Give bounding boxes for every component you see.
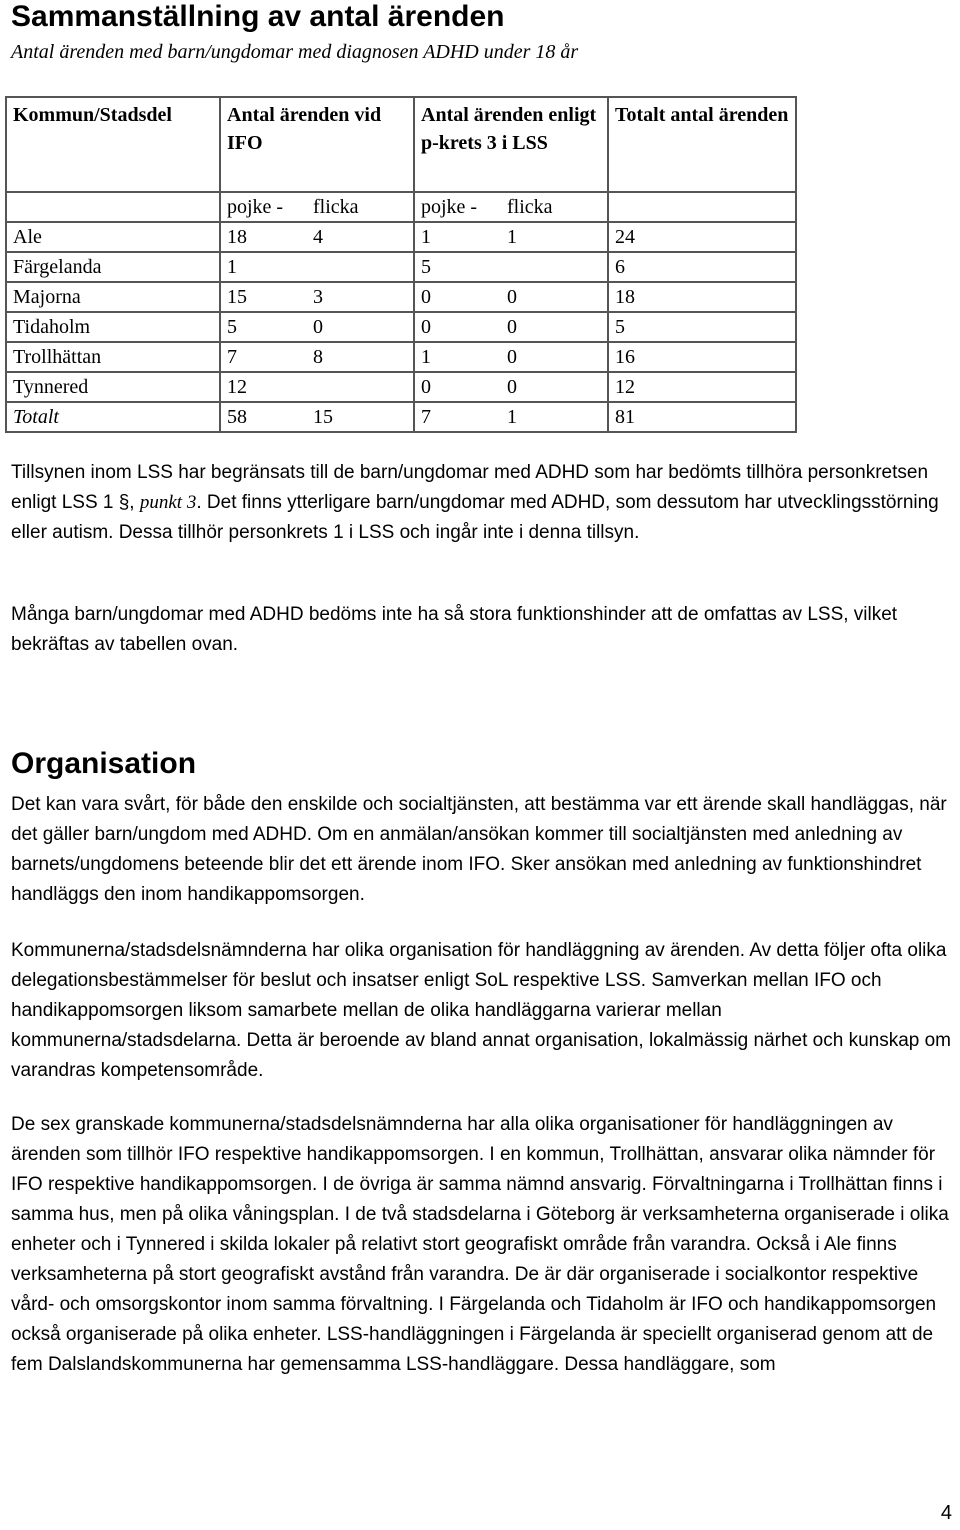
cell-lss-boy: 0 — [421, 376, 431, 398]
cell-lss-girl: 1 — [507, 406, 517, 428]
table-row — [6, 372, 796, 402]
paragraph-scope-b: punkt 3 — [139, 492, 197, 513]
header-municipality: Kommun/Stadsdel — [6, 97, 220, 192]
table-subheader-row — [6, 192, 796, 222]
cell-lss-boy: 1 — [421, 346, 431, 368]
cell-ifo-girl: 0 — [313, 316, 323, 338]
subheader-girl: flicka — [313, 196, 359, 218]
subheader-ifo — [220, 192, 414, 222]
cell-total: 81 — [608, 402, 796, 432]
cell-lss-girl: 0 — [507, 346, 517, 368]
cell-total: 5 — [608, 312, 796, 342]
section-heading-organisation: Organisation — [11, 747, 197, 780]
table-caption: Antal ärenden med barn/ungdomar med diagnosen ADHD under 18 år — [11, 41, 579, 63]
cell-lss-girl: 1 — [507, 226, 517, 248]
page-number: 4 — [940, 1502, 952, 1524]
cell-ifo — [220, 402, 414, 432]
cell-ifo-girl: 8 — [313, 346, 323, 368]
cell-lss — [414, 372, 608, 402]
paragraph-organisation-3: De sex granskade kommunerna/stadsdelsnämnderna har alla olika organisationer för handläggningen av ärenden som tillhör IFO respektive handikappomsorgen. I en kommun, Trollhättan, ansvarar olika nämnder för IFO respektive handikappomsorgen. I de övriga är samma nämnd ansvarig. Förvaltningarna i Trollhättan finns i samma hus, men på olika våningsplan. I de två stadsdelarna i Göteborg är verksamheterna organiserade i olika enheter och i Tynnered i skilda lokaler på relativt stort geografiskt område från varandra. Också i Ale finns verksamheterna på stort geografiskt avstånd från varandra. De är där organiserade i socialkontor respektive vård- och omsorgskontor inom samma förvaltning. I Färgelanda och Tidaholm är IFO och handikappomsorgen också organiserade på olika enheter. LSS-handläggningen i Färgelanda är speciellt organiserad genom att de fem Dalslandskommunerna har gemensamma LSS-handläggare. Dessa handläggare, som — [11, 1114, 949, 1375]
cell-lss-boy: 0 — [421, 286, 431, 308]
cell-ifo — [220, 222, 414, 252]
cell-total: 6 — [608, 252, 796, 282]
paragraph-scope-a: Tillsynen inom LSS har begränsats till de barn/ungdomar med ADHD som har bedömts tillhöra personkretsen enligt LSS 1 §, — [11, 462, 929, 513]
cell-lss-boy: 7 — [421, 406, 431, 428]
cell-ifo-boy: 58 — [227, 406, 247, 428]
cell-ifo — [220, 252, 414, 282]
cell-lss — [414, 402, 608, 432]
cell-lss — [414, 252, 608, 282]
table-row — [6, 342, 796, 372]
cell-ifo-boy: 7 — [227, 346, 237, 368]
table-header-row — [6, 97, 796, 192]
cell-lss-girl: 0 — [507, 316, 517, 338]
page-heading: Sammanställning av antal ärenden — [11, 0, 505, 33]
paragraph-organisation-1: Det kan vara svårt, för både den enskilde och socialtjänsten, att bestämma var ett ärende skall handläggas, när det gäller barn/ungdom med ADHD. Om en anmälan/ansökan kommer till socialtjänsten med anledning av barnets/ungdomens beteende blir det ett ärende inom IFO. Sker ansökan med anledning av funktionshindret handläggs den inom handikappomsorgen. — [11, 794, 947, 905]
cell-ifo-boy: 5 — [227, 316, 237, 338]
table-row — [6, 222, 796, 252]
cell-lss — [414, 282, 608, 312]
cell-ifo — [220, 372, 414, 402]
cell-total: 18 — [608, 282, 796, 312]
cell-ifo-girl — [313, 253, 373, 281]
cell-lss — [414, 342, 608, 372]
cell-name: Färgelanda — [6, 252, 220, 282]
cell-ifo-girl — [313, 373, 373, 401]
subheader-lss — [414, 192, 608, 222]
subheader-empty — [608, 192, 796, 222]
subheader-empty — [6, 192, 220, 222]
table-row — [6, 252, 796, 282]
table-row — [6, 312, 796, 342]
cell-total: 24 — [608, 222, 796, 252]
cell-total: 12 — [608, 372, 796, 402]
cell-ifo-girl: 4 — [313, 226, 323, 248]
cell-ifo-girl: 3 — [313, 286, 323, 308]
cell-name: Trollhättan — [6, 342, 220, 372]
header-lss: Antal ärenden enligt p-krets 3 i LSS — [414, 97, 608, 192]
cell-ifo-boy: 12 — [227, 376, 247, 398]
cell-ifo-girl: 15 — [313, 406, 333, 428]
cell-ifo-boy: 18 — [227, 226, 247, 248]
cell-name: Totalt — [6, 402, 220, 432]
cell-name: Tynnered — [6, 372, 220, 402]
paragraph-scope-c: . Det finns ytterligare barn/ungdomar med ADHD, som dessutom har utvecklingsstörning eller autism. Dessa tillhör personkrets 1 i LSS och ingår inte i denna tillsyn. — [11, 492, 939, 543]
header-ifo: Antal ärenden vid IFO — [220, 97, 414, 192]
cell-lss-boy: 0 — [421, 316, 431, 338]
cell-ifo — [220, 282, 414, 312]
cell-ifo — [220, 312, 414, 342]
cell-name: Majorna — [6, 282, 220, 312]
cell-lss-boy: 1 — [421, 226, 431, 248]
cell-name: Tidaholm — [6, 312, 220, 342]
subheader-boy: pojke - — [227, 196, 284, 218]
paragraph-organisation-2: Kommunerna/stadsdelsnämnderna har olika organisation för handläggning av ärenden. Av detta följer ofta olika delegationsbestämmelser för beslut och insatser enligt SoL respektive LSS. Samverkan mellan IFO och handikappomsorgen liksom samarbete mellan de olika handläggarna varierar mellan kommunerna/stadsdelarna. Detta är beroende av bland annat organisation, lokalmässig närhet och kunskap om varandras kompetensområde. — [11, 940, 952, 1081]
cell-lss-girl: 0 — [507, 286, 517, 308]
cell-lss — [414, 312, 608, 342]
cell-lss-girl: 0 — [507, 376, 517, 398]
subheader-boy: pojke - — [421, 196, 478, 218]
paragraph-scope — [11, 458, 956, 548]
case-count-table — [5, 96, 797, 433]
cell-ifo — [220, 342, 414, 372]
cell-lss-boy: 5 — [421, 256, 431, 278]
cell-name: Ale — [6, 222, 220, 252]
cell-ifo-boy: 15 — [227, 286, 247, 308]
table-row — [6, 282, 796, 312]
header-total: Totalt antal ärenden — [608, 97, 796, 192]
cell-total: 16 — [608, 342, 796, 372]
table-total-row — [6, 402, 796, 432]
cell-lss — [414, 222, 608, 252]
subheader-girl: flicka — [507, 196, 553, 218]
paragraph-many: Många barn/ungdomar med ADHD bedöms inte ha så stora funktionshinder att de omfattas av LSS, vilket bekräftas av tabellen ovan. — [11, 604, 898, 655]
cell-ifo-boy: 1 — [227, 256, 237, 278]
cell-lss-girl — [507, 253, 567, 281]
